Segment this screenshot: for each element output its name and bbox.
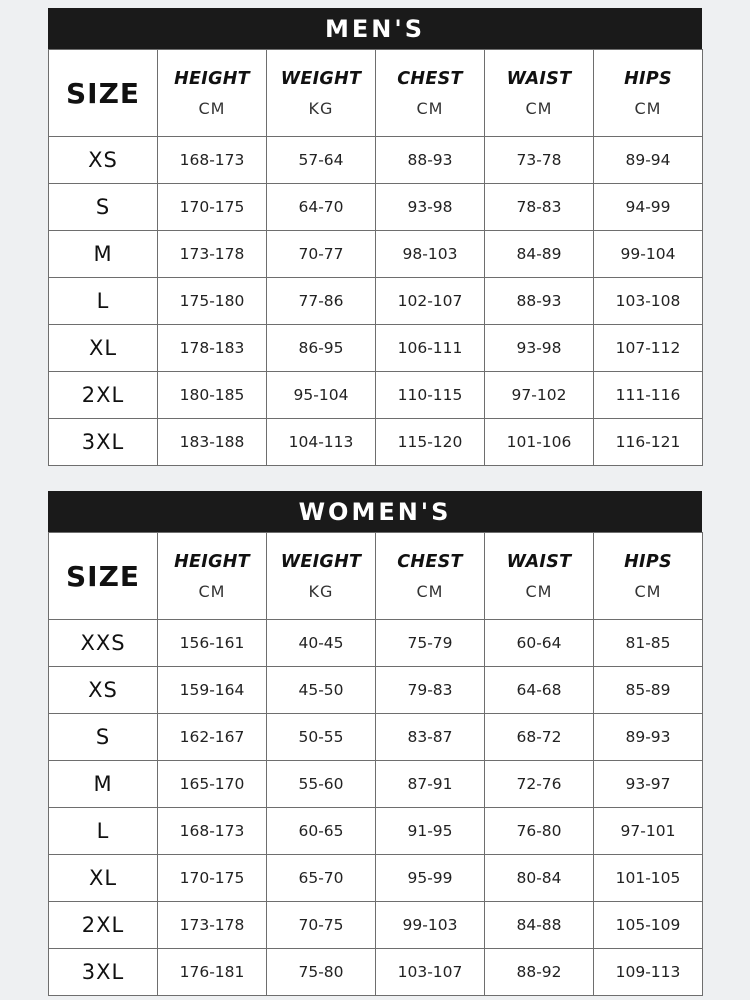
measurement-cell: 99-104 [594, 231, 703, 278]
measurement-cell: 183-188 [158, 419, 267, 466]
table-row [49, 902, 703, 949]
measurement-cell: 116-121 [594, 419, 703, 466]
measurement-cell: 86-95 [267, 325, 376, 372]
measurement-cell: 75-80 [267, 949, 376, 996]
measurement-cell: 64-70 [267, 184, 376, 231]
measurement-cell: 50-55 [267, 714, 376, 761]
column-header [158, 50, 267, 137]
table-row [49, 184, 703, 231]
column-header [267, 533, 376, 620]
column-name: HIPS [624, 551, 672, 572]
measurement-cell: 79-83 [376, 667, 485, 714]
measurement-cell: 95-99 [376, 855, 485, 902]
measurement-cell: 70-75 [267, 902, 376, 949]
measurement-cell: 101-105 [594, 855, 703, 902]
measurement-cell: 168-173 [158, 137, 267, 184]
column-unit: CM [198, 581, 226, 601]
measurement-cell: 40-45 [267, 620, 376, 667]
table-row [49, 419, 703, 466]
size-column-header: SIZE [49, 533, 158, 620]
size-cell: L [49, 278, 158, 325]
measurement-cell: 84-88 [485, 902, 594, 949]
measurement-cell: 88-93 [376, 137, 485, 184]
measurement-cell: 170-175 [158, 855, 267, 902]
column-name: WAIST [506, 551, 572, 572]
measurement-cell: 102-107 [376, 278, 485, 325]
measurement-cell: 81-85 [594, 620, 703, 667]
column-unit: CM [525, 98, 553, 118]
measurement-cell: 103-107 [376, 949, 485, 996]
column-header [267, 50, 376, 137]
size-cell: S [49, 184, 158, 231]
measurement-cell: 57-64 [267, 137, 376, 184]
table-row [49, 761, 703, 808]
measurement-cell: 60-65 [267, 808, 376, 855]
measurement-cell: 97-101 [594, 808, 703, 855]
column-header [485, 50, 594, 137]
column-unit: CM [634, 581, 662, 601]
measurement-cell: 156-161 [158, 620, 267, 667]
table-row [49, 667, 703, 714]
table-row [49, 325, 703, 372]
column-unit: CM [525, 581, 553, 601]
measurement-cell: 88-93 [485, 278, 594, 325]
column-name: HIPS [624, 68, 672, 89]
measurement-cell: 162-167 [158, 714, 267, 761]
measurement-cell: 89-93 [594, 714, 703, 761]
size-cell: XS [49, 667, 158, 714]
womens-table-body [49, 533, 703, 996]
header-row [49, 533, 703, 620]
mens-table-body [49, 50, 703, 466]
measurement-cell: 72-76 [485, 761, 594, 808]
table-row [49, 620, 703, 667]
table-row [49, 808, 703, 855]
size-cell: XL [49, 325, 158, 372]
column-header [594, 533, 703, 620]
measurement-cell: 76-80 [485, 808, 594, 855]
column-unit: CM [634, 98, 662, 118]
measurement-cell: 104-113 [267, 419, 376, 466]
size-cell: XL [49, 855, 158, 902]
table-row [49, 231, 703, 278]
measurement-cell: 93-97 [594, 761, 703, 808]
measurement-cell: 83-87 [376, 714, 485, 761]
size-column-header: SIZE [49, 50, 158, 137]
measurement-cell: 95-104 [267, 372, 376, 419]
table-row [49, 137, 703, 184]
column-header [376, 533, 485, 620]
measurement-cell: 111-116 [594, 372, 703, 419]
measurement-cell: 170-175 [158, 184, 267, 231]
measurement-cell: 97-102 [485, 372, 594, 419]
measurement-cell: 105-109 [594, 902, 703, 949]
column-header [158, 533, 267, 620]
size-cell: XXS [49, 620, 158, 667]
measurement-cell: 87-91 [376, 761, 485, 808]
measurement-cell: 176-181 [158, 949, 267, 996]
measurement-cell: 85-89 [594, 667, 703, 714]
measurement-cell: 75-79 [376, 620, 485, 667]
measurement-cell: 115-120 [376, 419, 485, 466]
table-row [49, 949, 703, 996]
measurement-cell: 89-94 [594, 137, 703, 184]
size-cell: 2XL [49, 372, 158, 419]
measurement-cell: 77-86 [267, 278, 376, 325]
measurement-cell: 93-98 [485, 325, 594, 372]
measurement-cell: 107-112 [594, 325, 703, 372]
size-cell: XS [49, 137, 158, 184]
table-row [49, 372, 703, 419]
measurement-cell: 94-99 [594, 184, 703, 231]
measurement-cell: 93-98 [376, 184, 485, 231]
measurement-cell: 168-173 [158, 808, 267, 855]
measurement-cell: 98-103 [376, 231, 485, 278]
table-row [49, 278, 703, 325]
column-unit: CM [198, 98, 226, 118]
column-header [485, 533, 594, 620]
measurement-cell: 84-89 [485, 231, 594, 278]
header-row [49, 50, 703, 137]
mens-title: MEN'S [48, 8, 702, 49]
measurement-cell: 175-180 [158, 278, 267, 325]
mens-size-table [48, 49, 703, 466]
measurement-cell: 73-78 [485, 137, 594, 184]
table-row [49, 714, 703, 761]
measurement-cell: 173-178 [158, 231, 267, 278]
measurement-cell: 159-164 [158, 667, 267, 714]
measurement-cell: 78-83 [485, 184, 594, 231]
column-name: CHEST [397, 551, 463, 572]
measurement-cell: 45-50 [267, 667, 376, 714]
column-header [594, 50, 703, 137]
column-unit: KG [308, 98, 334, 118]
column-unit: CM [416, 98, 444, 118]
measurement-cell: 173-178 [158, 902, 267, 949]
size-cell: M [49, 761, 158, 808]
measurement-cell: 103-108 [594, 278, 703, 325]
size-cell: S [49, 714, 158, 761]
size-cell: 3XL [49, 949, 158, 996]
measurement-cell: 68-72 [485, 714, 594, 761]
measurement-cell: 88-92 [485, 949, 594, 996]
mens-size-chart [48, 8, 702, 466]
column-name: HEIGHT [174, 68, 250, 89]
womens-title: WOMEN'S [48, 491, 702, 532]
column-name: HEIGHT [174, 551, 250, 572]
measurement-cell: 99-103 [376, 902, 485, 949]
size-cell: 2XL [49, 902, 158, 949]
column-unit: CM [416, 581, 444, 601]
womens-size-chart [48, 491, 702, 996]
measurement-cell: 65-70 [267, 855, 376, 902]
measurement-cell: 165-170 [158, 761, 267, 808]
measurement-cell: 64-68 [485, 667, 594, 714]
measurement-cell: 70-77 [267, 231, 376, 278]
measurement-cell: 91-95 [376, 808, 485, 855]
size-cell: M [49, 231, 158, 278]
column-unit: KG [308, 581, 334, 601]
measurement-cell: 60-64 [485, 620, 594, 667]
measurement-cell: 180-185 [158, 372, 267, 419]
measurement-cell: 80-84 [485, 855, 594, 902]
measurement-cell: 106-111 [376, 325, 485, 372]
column-header [376, 50, 485, 137]
column-name: WAIST [506, 68, 572, 89]
size-cell: L [49, 808, 158, 855]
womens-size-table [48, 532, 703, 996]
measurement-cell: 109-113 [594, 949, 703, 996]
column-name: WEIGHT [280, 68, 362, 89]
measurement-cell: 178-183 [158, 325, 267, 372]
size-cell: 3XL [49, 419, 158, 466]
measurement-cell: 55-60 [267, 761, 376, 808]
measurement-cell: 101-106 [485, 419, 594, 466]
measurement-cell: 110-115 [376, 372, 485, 419]
column-name: CHEST [397, 68, 463, 89]
column-name: WEIGHT [280, 551, 362, 572]
table-row [49, 855, 703, 902]
